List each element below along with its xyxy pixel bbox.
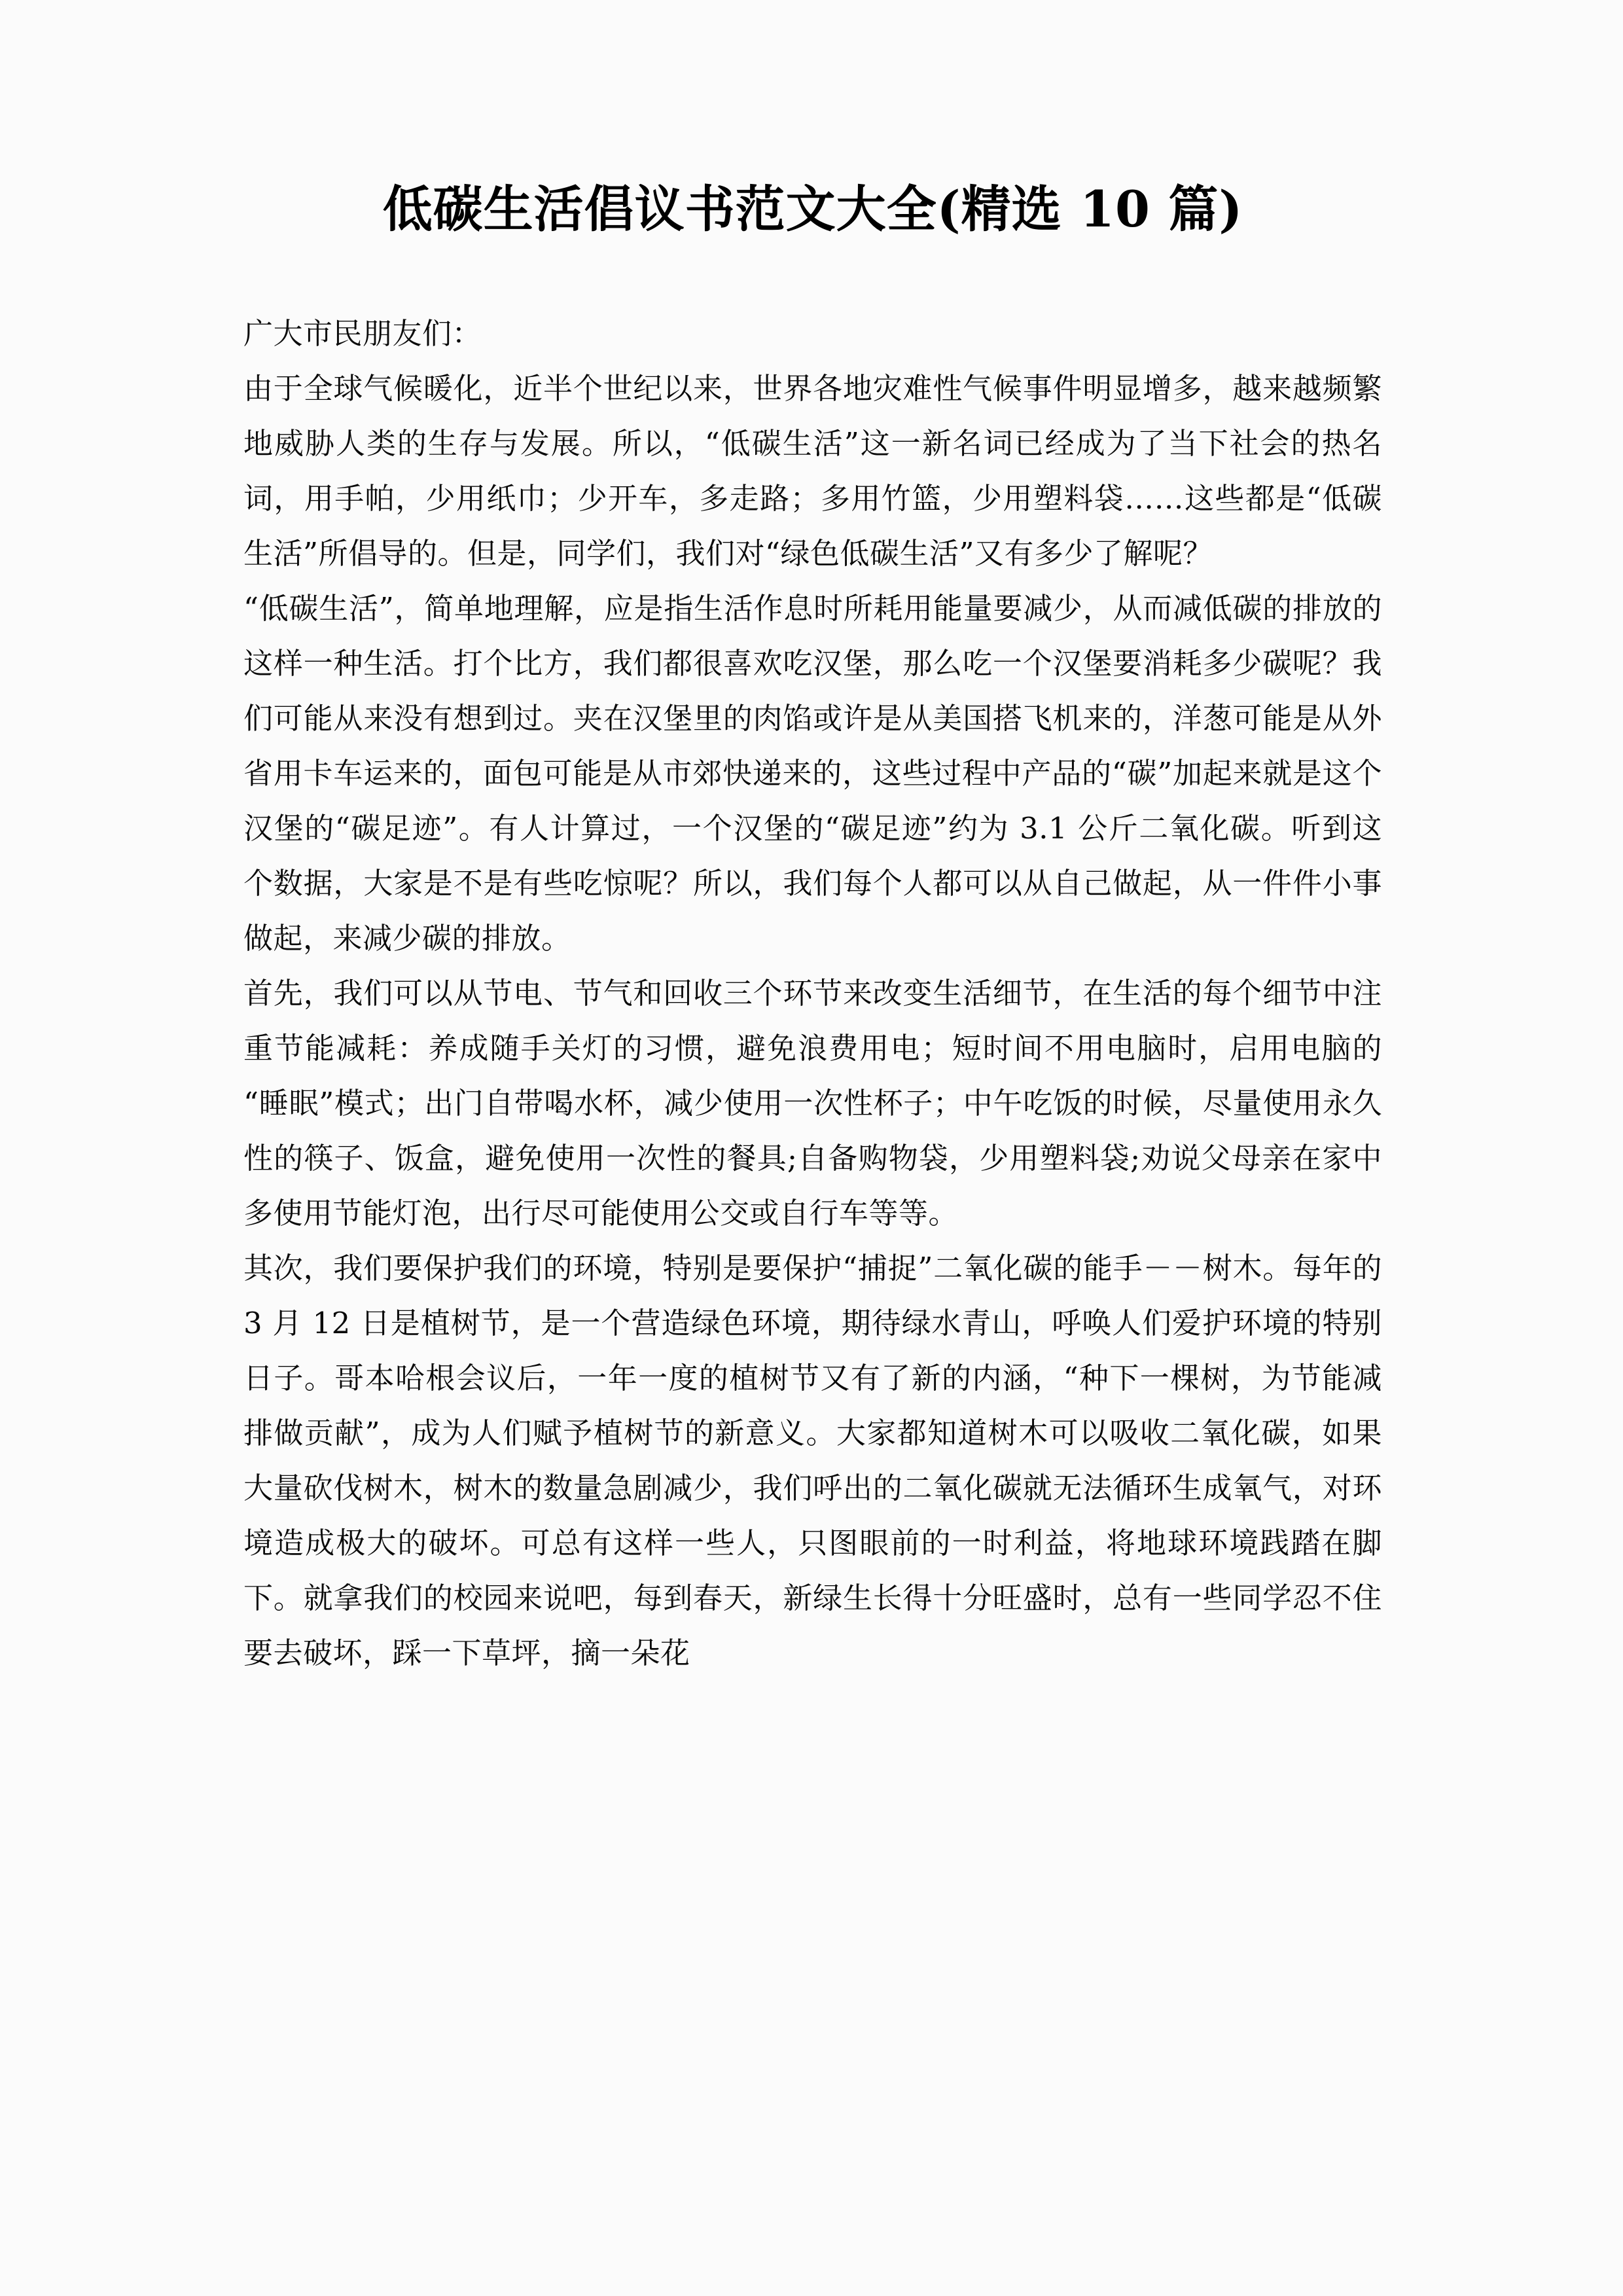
content-column [243,0,1382,1681]
paragraph-salutation: 广大市民朋友们： [243,316,482,351]
paragraph-2: “低碳生活”，简单地理解，应是指生活作息时所耗用能量要减少，从而减低碳的排放的这样一种生活。打个比方，我们都很喜欢吃汉堡，那么吃一个汉堡要消耗多少碳呢？我们可能从来没有想到过。夹在汉堡里的肉馅或许是从美国搭飞机来的，洋葱可能是从外省用卡车运来的，面包可能是从市郊快递来的，这些过程中产品的“碳”加起来就是这个汉堡的“碳足迹”。有人计算过，一个汉堡的“碳足迹”约为 3.1 公斤二氧化碳。听到这个数据，大家是不是有些吃惊呢？所以，我们每个人都可以从自己做起，从一件件小事做起，来减少碳的排放。 [243,591,1382,956]
document-body [243,243,1382,1681]
page-title: 低碳生活倡议书范文大全(精选 10 篇) [382,180,1243,238]
paragraph-3: 首先，我们可以从节电、节气和回收三个环节来改变生活细节，在生活的每个细节中注重节能减耗：养成随手关灯的习惯，避免浪费用电；短时间不用电脑时，启用电脑的“睡眠”模式；出门自带喝水杯，减少使用一次性杯子；中午吃饭的时候，尽量使用永久性的筷子、饭盒，避免使用一次性的餐具;自备购物袋，少用塑料袋;劝说父母亲在家中多使用节能灯泡，出行尽可能使用公交或自行车等等。 [243,976,1382,1230]
paragraph-1: 由于全球气候暖化，近半个世纪以来，世界各地灾难性气候事件明显增多，越来越频繁地威胁人类的生存与发展。所以，“低碳生活”这一新名词已经成为了当下社会的热名词，用手帕，少用纸巾；少开车，多走路；多用竹篮，少用塑料袋……这些都是“低碳生活”所倡导的。但是，同学们，我们对“绿色低碳生活”又有多少了解呢？ [243,371,1382,571]
paragraph-4: 其次，我们要保护我们的环境，特别是要保护“捕捉”二氧化碳的能手－－树木。每年的 3 月 12 日是植树节，是一个营造绿色环境，期待绿水青山，呼唤人们爱护环境的特别日子。哥本哈根会议后，一年一度的植树节又有了新的内涵，“种下一棵树，为节能减排做贡献”，成为人们赋予植树节的新意义。大家都知道树木可以吸收二氧化碳，如果大量砍伐树木，树木的数量急剧减少，我们呼出的二氧化碳就无法循环生成氧气，对环境造成极大的破坏。可总有这样一些人，只图眼前的一时利益，将地球环境践踏在脚下。就拿我们的校园来说吧，每到春天，新绿生长得十分旺盛时，总有一些同学忍不住要去破坏，踩一下草坪，摘一朵花 [243,1251,1382,1670]
